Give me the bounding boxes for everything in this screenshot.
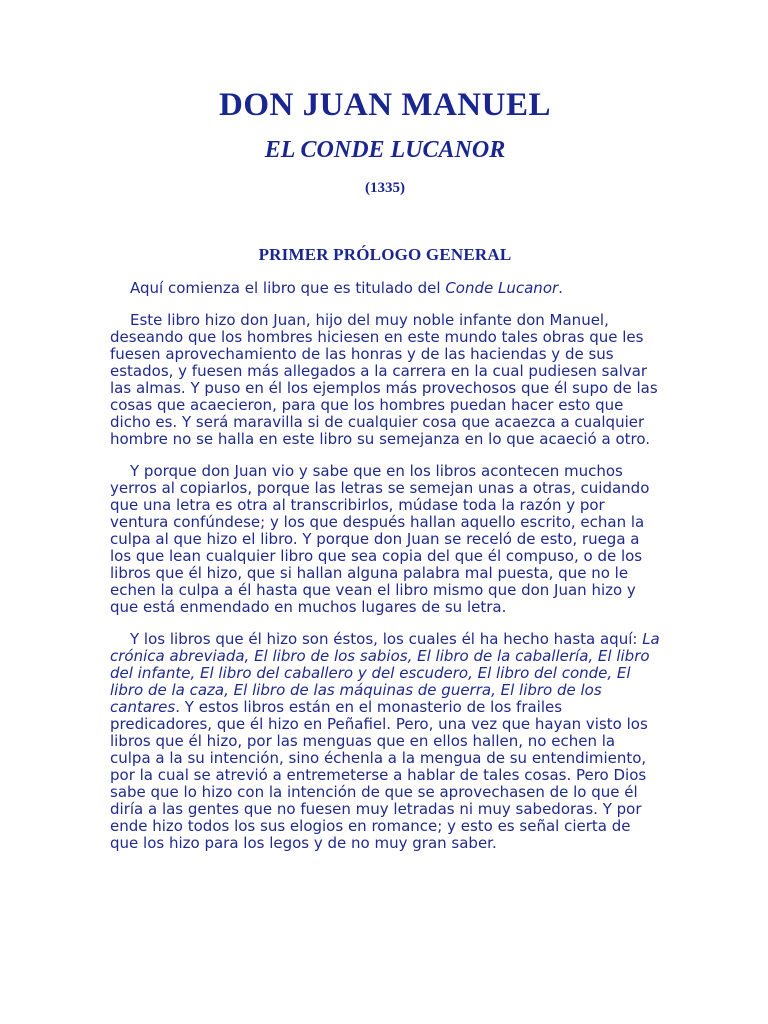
paragraph-1-italic: Conde Lucanor [445, 279, 559, 297]
paragraph-4 [110, 631, 660, 852]
paragraph-1-end: . [558, 279, 563, 297]
book-title: EL CONDE LUCANOR [264, 137, 506, 163]
paragraph-1-text: Aquí comienza el libro que es titulado del [130, 279, 446, 297]
section-heading: PRIMER PRÓLOGO GENERAL [258, 245, 512, 264]
publication-year: (1335) [365, 180, 405, 196]
paragraph-4-end: . Y estos libros están en el monasterio de los frailes predicadores, que él hizo en Peñafiel. Pero, una vez que hayan visto los libros que él hizo, por las menguas que en ellos hallen, no echen la culpa a la su intención, sino échenla a la mengua de su entendimiento, por la cual se atrevió a entremeterse a hablar de tales cosas. Pero Dios sabe que lo hizo con la intención de que se aprovechasen de lo que él diría a las gentes que no fuesen muy letradas ni muy sabedoras. Y por ende hizo todos los sus elogios en romance; y esto es señal cierta de que los hizo para los legos y de no muy gran saber. [110, 698, 648, 852]
paragraph-1 [110, 280, 660, 297]
paragraph-4-book-list: La crónica abreviada, El libro de los sabios, El libro de la caballería, El libro del infante, El libro del caballero y del escudero, El libro del conde, El libro de la caza, El libro de las máquinas de guerra, El libro de los cantares [110, 630, 660, 716]
paragraph-3: Y porque don Juan vio y sabe que en los libros acontecen muchos yerros al copiarlos, porque las letras se semejan unas a otras, cuidando que una letra es otra al transcribirlos, múdase toda la razón y por ventura confúndese; y los que después hallan aquello escrito, echan la culpa al que hizo el libro. Y porque don Juan se receló de esto, ruega a los que lean cualquier libro que sea copia del que él compuso, o de los libros que él hizo, que si hallan alguna palabra mal puesta, que no le echen la culpa a él hasta que vean el libro mismo que don Juan hizo y que está enmendado en muchos lugares de su letra. [110, 462, 650, 616]
paragraph-4-start: Y los libros que él hizo son éstos, los cuales él ha hecho hasta aquí: [130, 630, 643, 648]
author-heading: DON JUAN MANUEL [219, 87, 551, 123]
paragraph-2: Este libro hizo don Juan, hijo del muy noble infante don Manuel, deseando que los hombres hiciesen en este mundo tales obras que les fuesen aprovechamiento de las honras y de las haciendas y de sus estados, y fuesen más allegados a la carrera en la cual pudiesen salvar las almas. Y puso en él los ejemplos más provechosos que él supo de las cosas que acaecieron, para que los hombres puedan hacer esto que dicho es. Y será maravilla si de cualquier cosa que acaezca a cualquier hombre no se halla en este libro su semejanza en lo que acaeció a otro. [110, 311, 658, 448]
